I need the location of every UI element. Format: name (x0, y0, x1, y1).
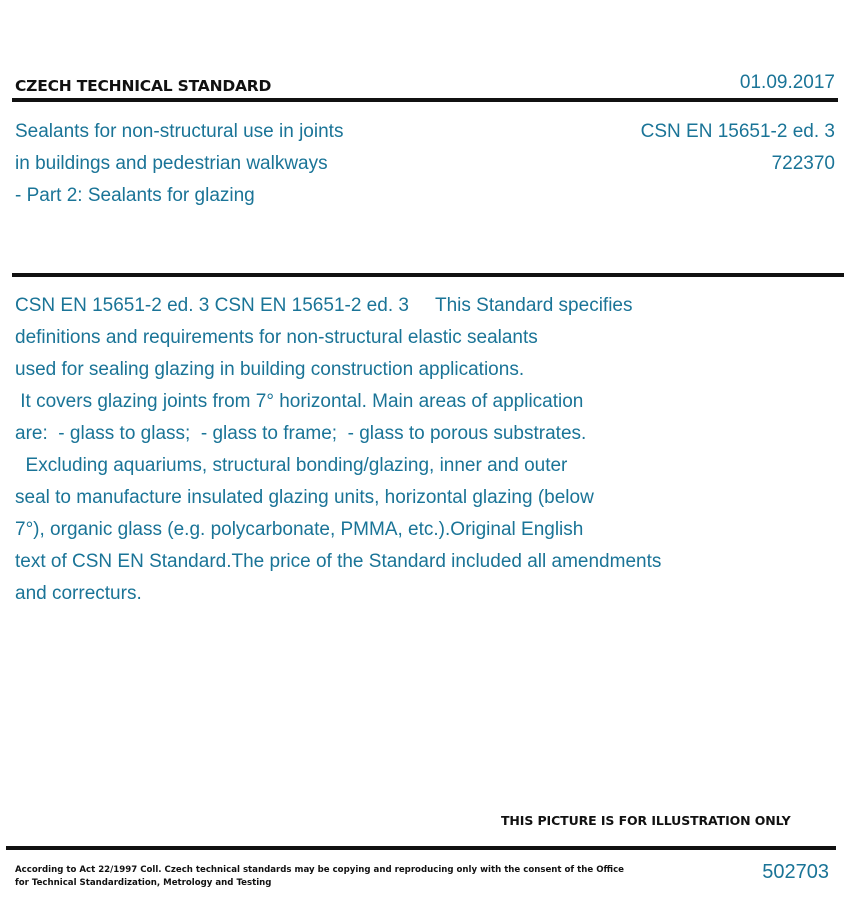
description-line: seal to manufacture insulated glazing units, horizontal glazing (below (15, 487, 594, 508)
legal-notice-line: for Technical Standardization, Metrology and Testing (15, 878, 272, 888)
title-line: in buildings and pedestrian walkways (15, 153, 328, 174)
footer-divider (6, 846, 836, 850)
standard-type-label: CZECH TECHNICAL STANDARD (15, 77, 272, 95)
standard-code: CSN EN 15651-2 ed. 3 (640, 121, 835, 142)
description-line: 7°), organic glass (e.g. polycarbonate, PMMA, etc.).Original English (15, 519, 584, 540)
legal-notice (15, 864, 625, 890)
description-line: Excluding aquariums, structural bonding/glazing, inner and outer (15, 455, 568, 476)
legal-notice-line: According to Act 22/1997 Coll. Czech technical standards may be copying and reproducing only with the consent of the Office (15, 865, 625, 875)
description-line: It covers glazing joints from 7° horizontal. Main areas of application (15, 391, 584, 412)
title-line: - Part 2: Sealants for glazing (15, 185, 255, 206)
header-divider (12, 98, 838, 102)
issue-date: 01.09.2017 (739, 72, 835, 93)
illustration-disclaimer: THIS PICTURE IS FOR ILLUSTRATION ONLY (501, 813, 791, 828)
description-line: text of CSN EN Standard.The price of the Standard included all amendments (15, 551, 662, 572)
standard-designation (641, 116, 835, 180)
title-line: Sealants for non-structural use in joints (15, 121, 344, 142)
description-line: and correcturs. (15, 583, 142, 604)
title-divider (12, 273, 844, 277)
description-line: used for sealing glazing in building construction applications. (15, 359, 525, 380)
class-number: 722370 (771, 153, 835, 174)
description-line: are: - glass to glass; - glass to frame; - glass to porous substrates. (15, 423, 587, 444)
document-number: 502703 (762, 861, 829, 883)
standard-title (15, 116, 343, 212)
description-line: CSN EN 15651-2 ed. 3 CSN EN 15651-2 ed. 3 This Standard specifies (15, 295, 633, 316)
description-line: definitions and requirements for non-structural elastic sealants (15, 327, 538, 348)
standard-description (15, 290, 661, 610)
